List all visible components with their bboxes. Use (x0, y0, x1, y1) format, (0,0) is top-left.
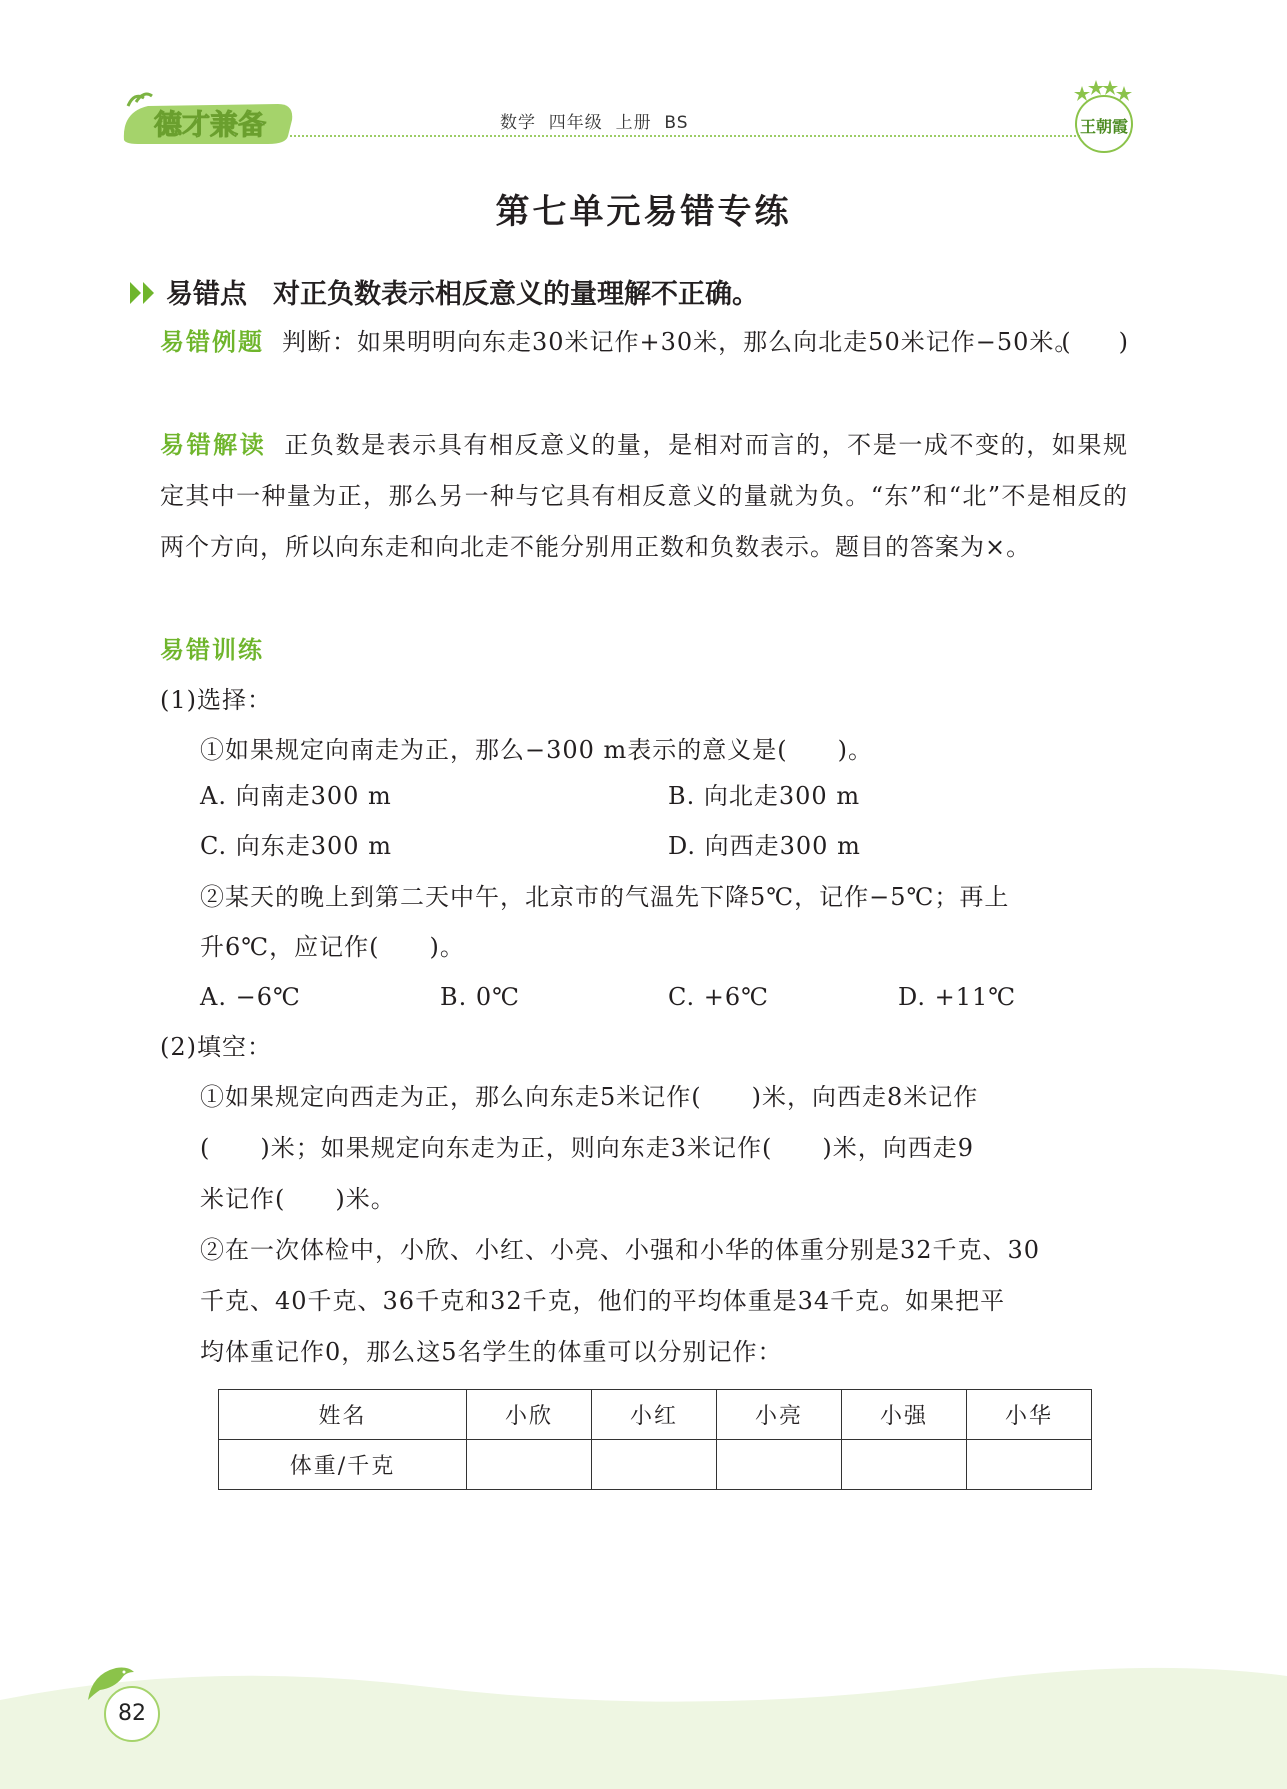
error-point-label: 易错点 (166, 279, 247, 310)
example-text: 判断：如果明明向东走30米记作+30米，那么向北走50米记作−50米。 (282, 328, 1080, 356)
part2-label: (2)填空： (160, 1033, 272, 1061)
table-answer-cell[interactable] (967, 1440, 1092, 1490)
page-number: 82 (104, 1686, 160, 1742)
part1-q1-option-a[interactable]: A. 向南走300 m (200, 782, 392, 810)
part1-q2-option-c[interactable]: C. +6℃ (668, 983, 769, 1011)
part1-q1-stem: ①如果规定向南走为正，那么−300 m表示的意义是( )。 (200, 736, 874, 764)
analysis-block (160, 420, 1128, 573)
part1-label: (1)选择： (160, 686, 272, 714)
table-answer-cell[interactable] (592, 1440, 717, 1490)
analysis-text: 正负数是表示具有相反意义的量，是相对而言的，不是一成不变的，如果规定其中一种量为正，那么另一种与它具有相反意义的量就为负。“东”和“北”不是相反的两个方向，所以向东走和向北走不能分别用正数和负数表示。题目的答案为×。 (160, 431, 1129, 561)
part1-q1-option-b[interactable]: B. 向北走300 m (668, 782, 861, 810)
part2-q2-line2: 千克、40千克、36千克和32千克，他们的平均体重是34千克。如果把平 (200, 1287, 1006, 1315)
part1-q1-option-d[interactable]: D. 向西走300 m (668, 832, 861, 860)
table-answer-cell[interactable] (842, 1440, 967, 1490)
table-header-cell: 小强 (842, 1390, 967, 1440)
page-title: 第七单元易错专练 (495, 192, 792, 232)
table-header-row (219, 1390, 1092, 1440)
part2-q1-line3: 米记作( )米。 (200, 1185, 396, 1213)
star-icon (1074, 80, 1132, 101)
header-subject-line: 数学 四年级 上册 BS (500, 113, 689, 133)
table-answer-cell[interactable] (717, 1440, 842, 1490)
part1-q1-option-c[interactable]: C. 向东走300 m (200, 832, 392, 860)
table-header-cell: 小华 (967, 1390, 1092, 1440)
error-point-text: 对正负数表示相反意义的量理解不正确。 (273, 279, 759, 310)
table-row (219, 1440, 1092, 1490)
brand-logo-text: 德才兼备 (153, 108, 267, 141)
footer-wave (0, 1640, 1287, 1789)
part1-q2-stem-line1: ②某天的晚上到第二天中午，北京市的气温先下降5℃，记作−5℃；再上 (200, 883, 1010, 911)
error-point-row (128, 272, 759, 311)
answer-blank[interactable]: ( ) (1061, 328, 1128, 356)
table-row-label: 体重/千克 (219, 1440, 467, 1490)
table-header-cell: 小红 (592, 1390, 717, 1440)
header-divider (290, 135, 1080, 137)
part1-q2-option-a[interactable]: A. −6℃ (200, 983, 301, 1011)
table-header-cell: 姓名 (219, 1390, 467, 1440)
analysis-label: 易错解读 (160, 431, 267, 459)
badge-text: 王朝霞 (1079, 117, 1129, 136)
example-label: 易错例题 (160, 328, 264, 356)
brand-logo (118, 90, 298, 146)
part2-q2-line3: 均体重记作0，那么这5名学生的体重可以分别记作： (200, 1338, 783, 1366)
double-chevron-icon (128, 280, 158, 306)
part2-q1-line1: ①如果规定向西走为正，那么向东走5米记作( )米，向西走8米记作 (200, 1083, 979, 1111)
table-header-cell: 小亮 (717, 1390, 842, 1440)
example-block (160, 317, 1128, 368)
part2-q1-line2: ( )米；如果规定向东走为正，则向东走3米记作( )米，向西走9 (200, 1134, 974, 1162)
table-answer-cell[interactable] (467, 1440, 592, 1490)
training-label: 易错训练 (160, 636, 264, 664)
table-header-cell: 小欣 (467, 1390, 592, 1440)
weight-table (218, 1389, 1092, 1490)
part1-q2-option-d[interactable]: D. +11℃ (898, 983, 1017, 1011)
part1-q2-option-b[interactable]: B. 0℃ (440, 983, 521, 1011)
author-badge (1060, 78, 1148, 158)
part2-q2-line1: ②在一次体检中，小欣、小红、小亮、小强和小华的体重分别是32千克、30 (200, 1236, 1041, 1264)
part1-q2-stem-line2: 升6℃，应记作( )。 (200, 933, 465, 961)
